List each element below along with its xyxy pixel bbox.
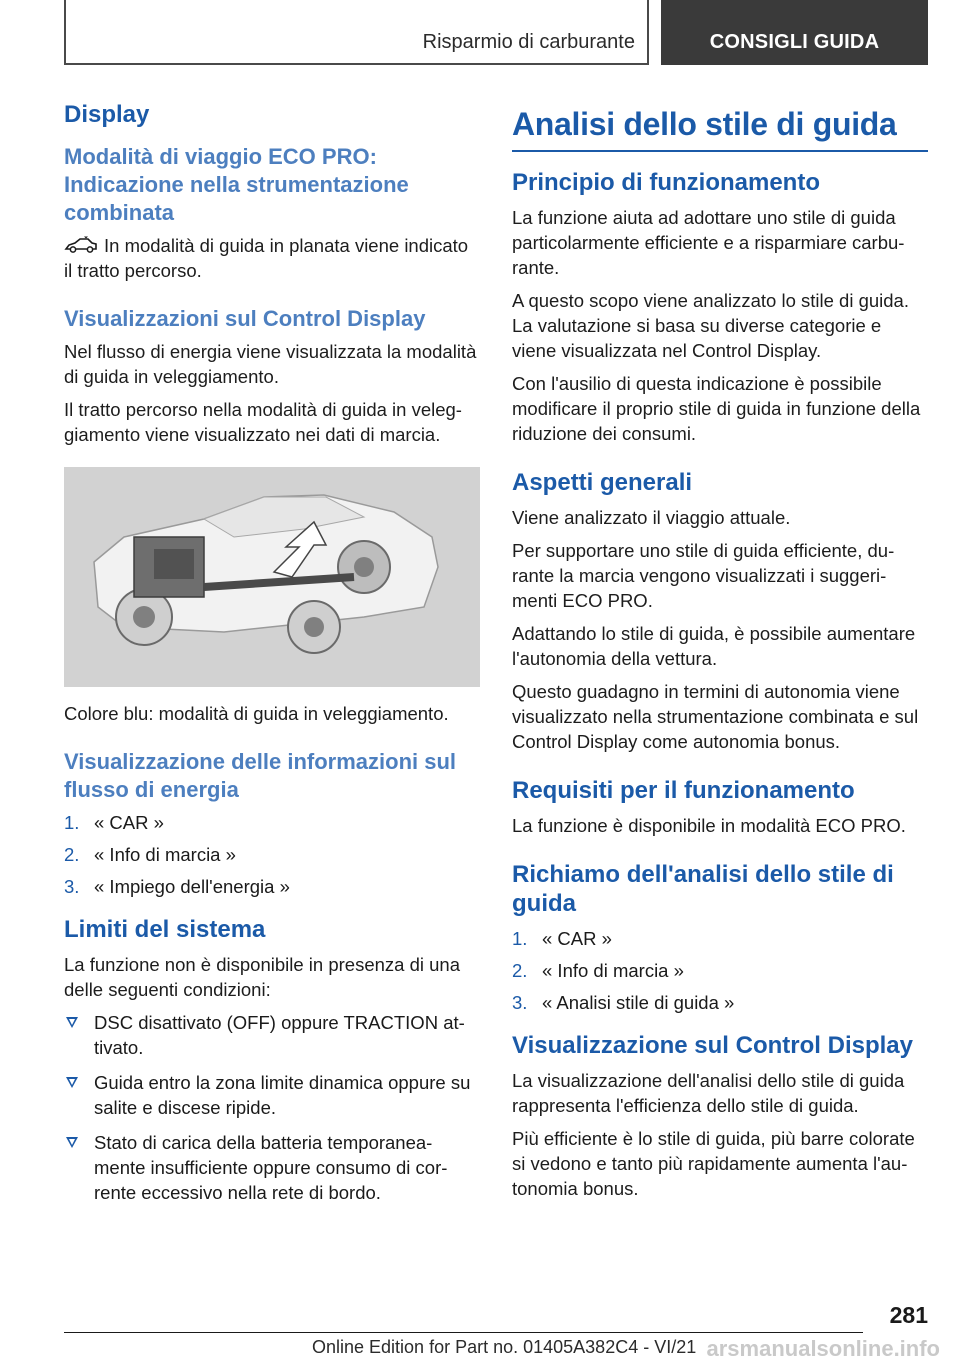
list-item: 3. « Impiego dell'energia »	[64, 876, 290, 897]
heading-requirements: Requisiti per il funzionamento	[512, 777, 855, 804]
limits-list	[64, 1010, 480, 1205]
list-item: Guida entro la zona limite dinamica oppure su salite e discese ripide.	[64, 1070, 480, 1120]
car-illustration-icon	[64, 467, 480, 687]
header-chapter-title: CONSIGLI GUIDA	[709, 31, 880, 53]
heading-energy-flow: Visualizzazione delle informazioni sul flusso di energia	[64, 749, 457, 802]
list-item: 2. « Info di marcia »	[64, 844, 236, 865]
triangle-bullet-icon	[66, 1077, 78, 1088]
list-item: 3. « Analisi stile di guida »	[512, 992, 735, 1013]
page-number: 281	[889, 1302, 928, 1328]
figure-caption: Colore blu: modalità di guida in veleggiamento.	[64, 703, 449, 724]
header-chapter-tab	[661, 0, 928, 65]
heading-display: Display	[64, 101, 150, 128]
footer-divider	[64, 1332, 863, 1333]
heading-eco-pro-indicator: Modalità di viaggio ECO PRO: Indicazione nella strumentazione combinata	[64, 144, 409, 225]
general-paragraph-4: Questo guadagno in termini di autonomia viene visualizzato nella strumentazione combinata e sul Control Display come autonomia bonus.	[512, 681, 919, 752]
car-drivetrain-illustration	[64, 467, 480, 687]
heading-control-display: Visualizzazioni sul Control Display	[64, 306, 426, 331]
eco-paragraph-text: In modalità di guida in planata viene indicato il tratto percorso.	[64, 235, 469, 281]
general-paragraph-1: Viene analizzato il viaggio attuale.	[512, 507, 791, 528]
heading-system-limits: Limiti del sistema	[64, 916, 266, 943]
list-item: 1. « CAR »	[512, 928, 612, 949]
header-section-title: Risparmio di carburante	[422, 31, 635, 53]
control-paragraph-1: Nel flusso di energia viene visualizzata la modalità di guida in veleggiamento.	[64, 341, 477, 387]
list-item: 1. « CAR »	[64, 812, 164, 833]
general-paragraph-3: Adattando lo stile di guida, è possibile aumentare l'autonomia della vettura.	[512, 623, 916, 669]
requirements-paragraph: La funzione è disponibile in modalità ECO PRO.	[512, 815, 906, 836]
principle-paragraph-3: Con l'ausilio di questa indicazione è possibile modificare il proprio stile di guida in funzione della riduzione dei consumi.	[512, 373, 921, 444]
principle-paragraph-1: La funzione aiuta ad adottare uno stile di guida particolarmente efficiente e a risparmiare carbu‐rante.	[512, 207, 905, 278]
watermark: arsmanualsonline.info	[706, 1336, 940, 1361]
eco-paragraph	[64, 233, 480, 283]
left-column	[64, 100, 480, 1215]
control-paragraph-2: Il tratto percorso nella modalità di guida in veleg‐giamento viene visualizzato nei dati di marcia.	[64, 399, 462, 445]
coasting-car-icon	[64, 236, 98, 254]
limits-intro: La funzione non è disponibile in presenza di una delle seguenti condizioni:	[64, 954, 460, 1000]
visual-paragraph-1: La visualizzazione dell'analisi dello stile di guida rappresenta l'efficienza dello stile di guida.	[512, 1070, 905, 1116]
triangle-bullet-icon	[66, 1017, 78, 1028]
list-item: 2. « Info di marcia »	[512, 960, 684, 981]
heading-principle: Principio di funzionamento	[512, 169, 820, 196]
page-header	[64, 0, 928, 65]
footer-edition: Online Edition for Part no. 01405A382C4 - VI/21	[312, 1337, 697, 1357]
list-item: Stato di carica della batteria temporanea‐mente insufficiente oppure consumo di cor‐rente eccessivo nella rete di bordo.	[64, 1130, 480, 1205]
energy-flow-steps	[64, 810, 480, 899]
recall-steps	[512, 926, 928, 1015]
heading-control-display-view: Visualizzazione sul Control Display	[512, 1032, 913, 1059]
right-column	[512, 100, 928, 1209]
heading-driving-style-analysis: Analisi dello stile di guida	[512, 104, 928, 152]
header-section-box	[64, 0, 649, 65]
heading-general-aspects: Aspetti generali	[512, 469, 693, 496]
general-paragraph-2: Per supportare uno stile di guida efficiente, du‐rante la marcia vengono visualizzati i suggeri‐menti ECO PRO.	[512, 540, 895, 611]
principle-paragraph-2: A questo scopo viene analizzato lo stile di guida. La valutazione si basa su diverse categorie e viene visualizzata nel Control Display.	[512, 290, 909, 361]
triangle-bullet-icon	[66, 1137, 78, 1148]
list-item: DSC disattivato (OFF) oppure TRACTION at‐tivato.	[64, 1010, 480, 1060]
heading-recall-analysis: Richiamo dell'analisi dello stile di guida	[512, 861, 894, 917]
visual-paragraph-2: Più efficiente è lo stile di guida, più barre colorate si vedono e tanto più rapidamente aumenta l'au‐tonomia bonus.	[512, 1128, 915, 1199]
